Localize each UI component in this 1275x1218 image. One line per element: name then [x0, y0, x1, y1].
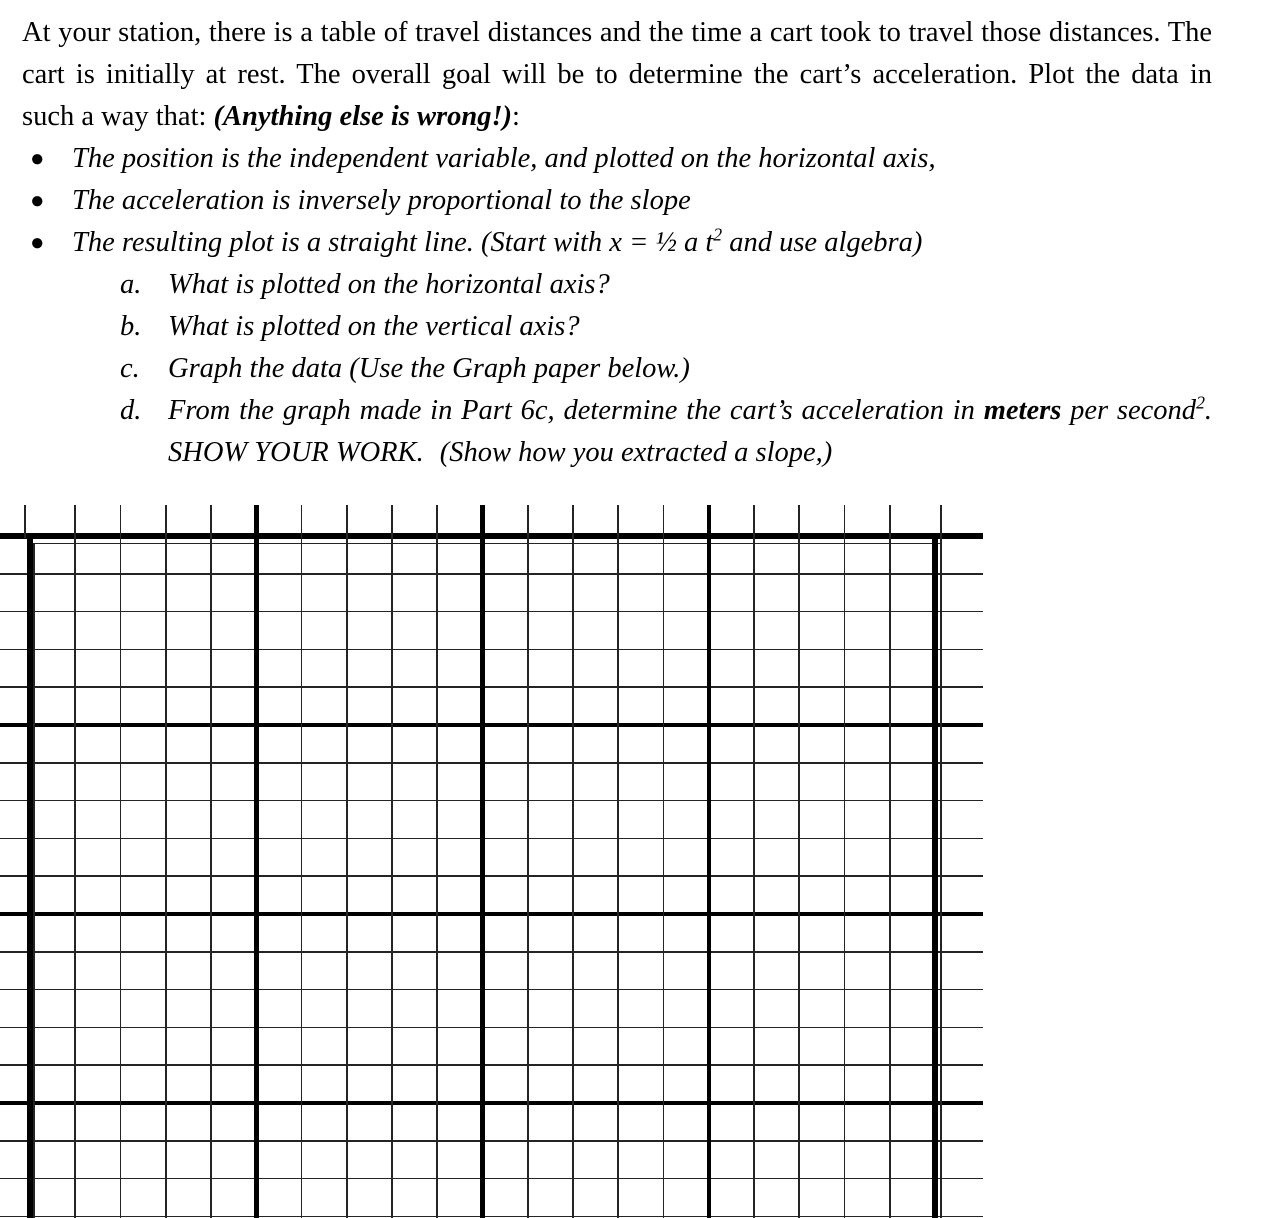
question-c [22, 348, 1212, 390]
grid-line [33, 543, 35, 1218]
question-d-line-1: From the graph made in Part 6c, determine the cart’s acceleration in meters per second$^2$. [168, 392, 1213, 426]
grid-line [0, 989, 983, 991]
grid-line [0, 838, 983, 840]
grid-line [0, 686, 983, 688]
grid-line [0, 875, 983, 877]
grid-line [0, 1216, 983, 1218]
grid-line [0, 611, 983, 613]
grid-line [0, 723, 983, 728]
question-d-bold-word: meters [983, 395, 1062, 426]
grid-line [0, 533, 983, 539]
bullet-item-1 [22, 138, 1212, 180]
grid-line [346, 505, 348, 1218]
grid-line [0, 649, 983, 651]
grid-line [527, 505, 529, 1218]
grid-line [165, 505, 167, 1218]
grid-line [120, 505, 122, 1218]
grid-line [932, 534, 938, 1218]
bullet-icon: ● [30, 188, 45, 214]
show-your-work-text: SHOW YOUR WORK. [168, 437, 424, 468]
intro-line-3-prefix: such a way that: [22, 101, 214, 132]
grid-line [480, 505, 485, 1218]
grid-line [0, 800, 983, 802]
grid-line [436, 505, 438, 1218]
question-d-label: d. [120, 395, 142, 426]
question-d-line-2 [168, 432, 1212, 474]
intro-line-3-suffix: : [512, 101, 520, 132]
grid-line [798, 505, 800, 1218]
question-d [22, 390, 1212, 474]
grid-line [24, 505, 26, 538]
question-d-text [168, 390, 1212, 474]
grid-line [0, 951, 983, 953]
grid-line [301, 505, 303, 1218]
graph-paper [0, 505, 983, 1218]
bullet-icon: ● [30, 230, 45, 256]
grid-line [0, 573, 983, 575]
question-c-text: Graph the data (Use the Graph paper below.) [168, 353, 690, 384]
grid-line [0, 1101, 983, 1106]
bullet-item-3 [22, 222, 1212, 264]
question-b-text: What is plotted on the vertical axis? [168, 311, 580, 342]
grid-line [254, 505, 259, 1218]
superscript-2: 2 [713, 224, 723, 245]
grid-line [707, 505, 712, 1218]
grid-line [0, 1178, 983, 1180]
grid-line [617, 505, 619, 1218]
intro-line-2: cart is initially at rest. The overall goal will be to determine the cart’s acceleration. Plot the data in [22, 59, 1212, 90]
bullet-item-2 [22, 180, 1212, 222]
emphasis-warning: (Anything else is wrong!) [213, 101, 513, 132]
question-a [22, 264, 1212, 306]
question-b [22, 306, 1212, 348]
grid-line [889, 505, 891, 1218]
question-c-label: c. [120, 353, 140, 384]
grid-line [663, 505, 665, 1218]
grid-line [210, 505, 212, 1218]
grid-line [0, 912, 983, 917]
bullet-item-1-text: The position is the independent variable, and plotted on the horizontal axis, [72, 143, 936, 174]
worksheet-text [0, 0, 1275, 474]
bullet-item-2-text: The acceleration is inversely proportional to the slope [72, 185, 691, 216]
question-a-text: What is plotted on the horizontal axis? [168, 269, 610, 300]
grid-line [33, 543, 941, 545]
superscript-2: 2 [1196, 392, 1205, 413]
grid-line [940, 505, 942, 1218]
show-your-work-paren: (Show how you extracted a slope,) [439, 437, 833, 468]
intro-line-3 [22, 96, 1212, 138]
grid-line [0, 762, 983, 764]
grid-line [0, 1064, 983, 1066]
question-a-label: a. [120, 269, 142, 300]
grid-line [572, 505, 574, 1218]
bullet-item-3-text: The resulting plot is a straight line. (Start with x = ½ a $t^2$ and use algebra) [72, 224, 923, 258]
question-b-label: b. [120, 311, 142, 342]
grid-line [753, 505, 755, 1218]
intro-line-1: At your station, there is a table of travel distances and the time a cart took to travel those distances. The [22, 17, 1212, 48]
grid-line [27, 534, 33, 1218]
bullet-icon: ● [30, 146, 45, 172]
grid-line [74, 505, 76, 1218]
grid-line [0, 1140, 983, 1142]
grid-line [844, 505, 846, 1218]
grid-line [391, 505, 393, 1218]
grid-line [0, 1027, 983, 1029]
